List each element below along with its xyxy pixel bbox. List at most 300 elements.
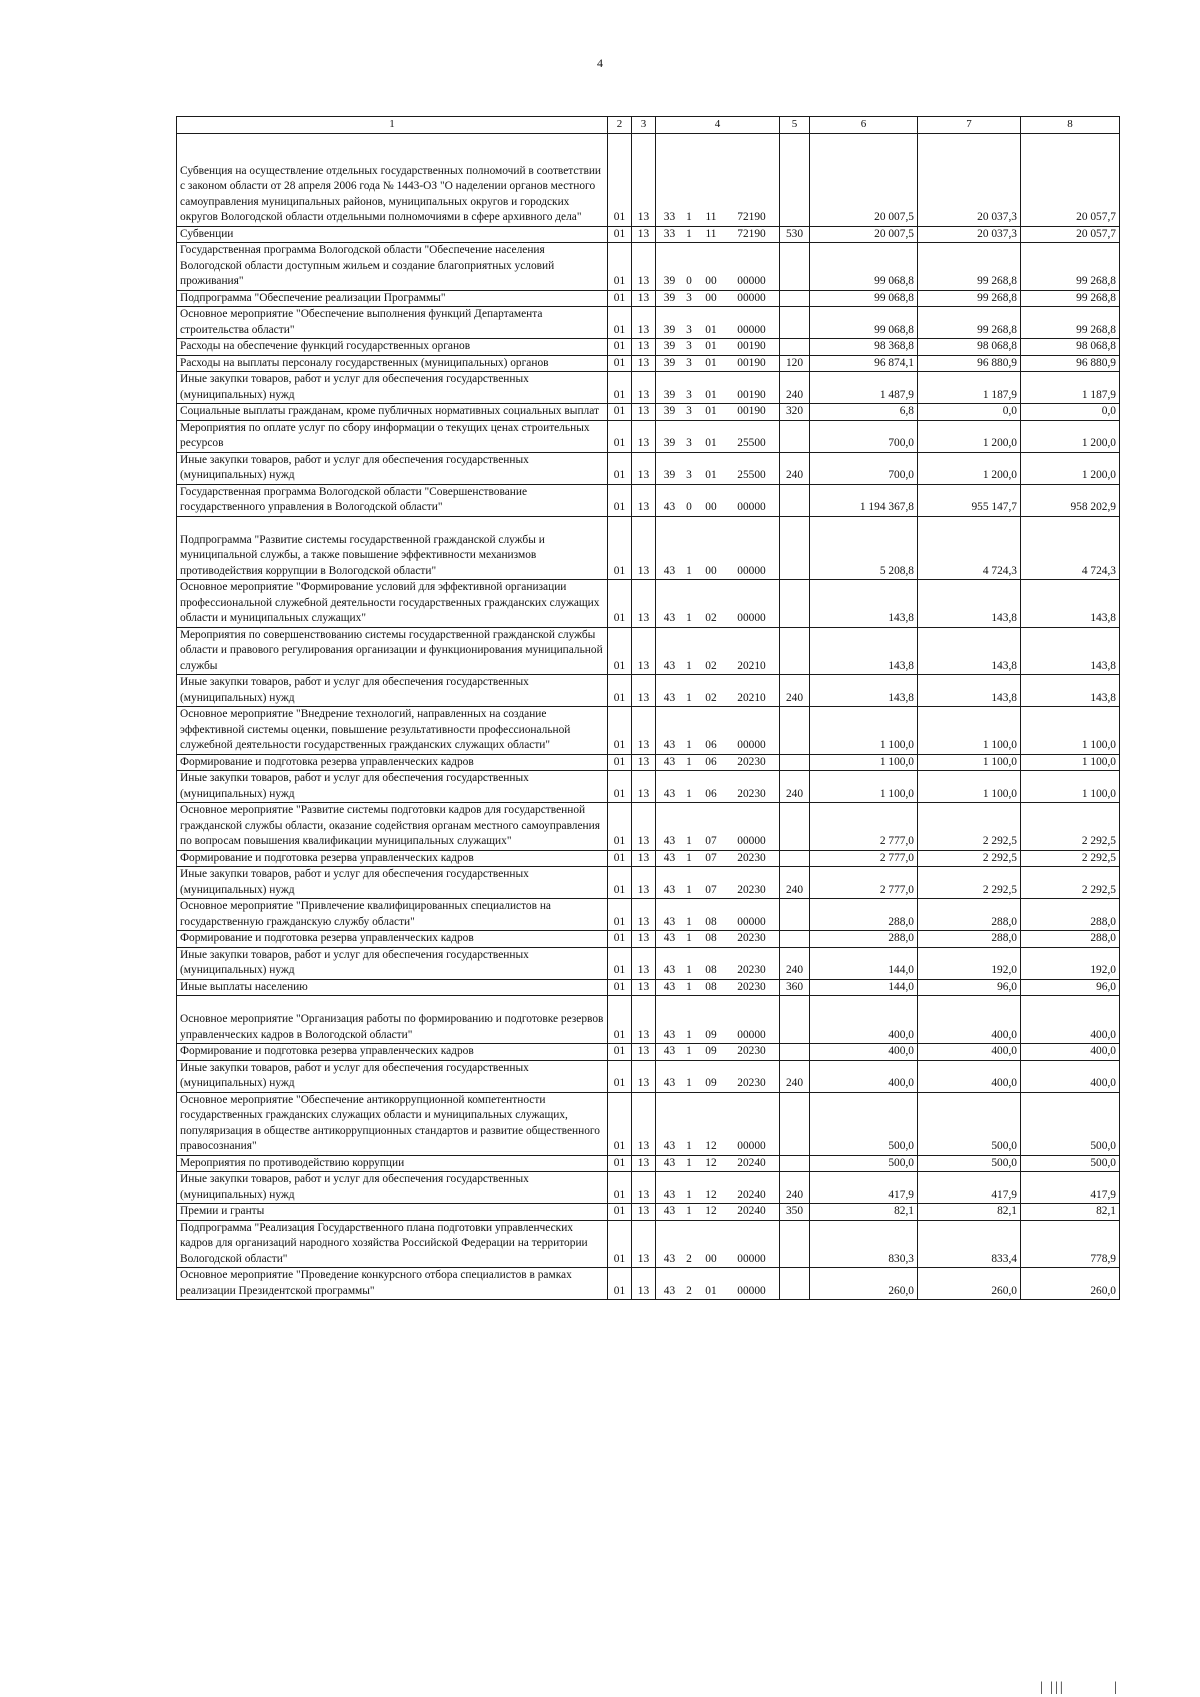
program-code: 43 — [663, 739, 676, 751]
amount-col-7: 96,0 — [918, 979, 1021, 996]
subsection-code: 13 — [632, 516, 656, 580]
amount-col-6: 288,0 — [810, 931, 918, 948]
table-row — [177, 754, 1120, 771]
section-code: 01 — [608, 867, 632, 899]
direction-code: 00000 — [737, 612, 766, 624]
subsection-code: 13 — [632, 1155, 656, 1172]
amount-col-6: 2 777,0 — [810, 850, 918, 867]
subprogram-code: 0 — [686, 275, 692, 287]
event-code: 07 — [705, 883, 717, 896]
table-row — [177, 290, 1120, 307]
program-code: 39 — [663, 340, 676, 352]
table-row — [177, 1220, 1120, 1268]
target-article-parts — [656, 1252, 779, 1268]
amount-col-8: 288,0 — [1021, 931, 1120, 948]
target-article-parts — [656, 787, 779, 803]
subsection-code: 13 — [632, 307, 656, 339]
event-code: 12 — [705, 1205, 717, 1217]
row-name: Мероприятия по оплате услуг по сбору информации о текущих ценах строительных ресурсов — [177, 420, 608, 452]
direction-code: 20230 — [737, 980, 766, 993]
subprogram-code: 1 — [686, 691, 692, 704]
subprogram-code: 3 — [686, 323, 692, 336]
row-name: Формирование и подготовка резерва управленческих кадров — [177, 850, 608, 867]
target-article-code — [656, 1204, 780, 1221]
table-row — [177, 1172, 1120, 1204]
amount-col-6: 82,1 — [810, 1204, 918, 1221]
table-row — [177, 803, 1120, 851]
target-article-parts — [656, 339, 779, 355]
amount-col-8: 400,0 — [1021, 1060, 1120, 1092]
subprogram-code: 2 — [686, 1252, 692, 1265]
row-name: Субвенции — [177, 226, 608, 243]
table-row — [177, 1060, 1120, 1092]
direction-code: 20240 — [737, 1188, 766, 1201]
event-code: 07 — [705, 851, 717, 864]
amount-col-7: 500,0 — [918, 1092, 1021, 1155]
target-article-parts — [656, 611, 779, 627]
target-article-code — [656, 307, 780, 339]
target-article-parts — [656, 883, 779, 899]
program-code: 43 — [663, 1252, 676, 1265]
program-code: 39 — [663, 275, 676, 287]
amount-col-7: 99 268,8 — [918, 307, 1021, 339]
direction-code: 00190 — [737, 356, 766, 369]
section-code: 01 — [608, 1060, 632, 1092]
amount-col-6: 2 777,0 — [810, 803, 918, 851]
direction-code: 20230 — [737, 1045, 766, 1057]
program-code: 43 — [663, 691, 676, 704]
subprogram-code: 1 — [686, 211, 692, 223]
amount-col-6: 400,0 — [810, 1060, 918, 1092]
col-header-8: 8 — [1021, 117, 1120, 134]
table-row — [177, 339, 1120, 356]
target-article-code — [656, 420, 780, 452]
row-name: Иные закупки товаров, работ и услуг для обеспечения государственных (муниципальных) нужд — [177, 452, 608, 484]
target-article-parts — [656, 1188, 779, 1204]
subprogram-code: 1 — [686, 883, 692, 896]
target-article-parts — [656, 564, 779, 580]
expense-type-code: 240 — [780, 947, 810, 979]
amount-col-6: 1 100,0 — [810, 754, 918, 771]
expense-type-code: 240 — [780, 1172, 810, 1204]
section-code: 01 — [608, 996, 632, 1044]
target-article-code — [656, 1172, 780, 1204]
direction-code: 20230 — [737, 755, 766, 768]
amount-col-7: 96 880,9 — [918, 355, 1021, 372]
target-article-parts — [656, 915, 779, 931]
scan-marks: | ||| | — [1040, 1680, 1120, 1695]
amount-col-8: 143,8 — [1021, 627, 1120, 675]
program-code: 43 — [663, 964, 676, 976]
amount-col-8: 958 202,9 — [1021, 484, 1120, 516]
target-article-parts — [656, 738, 779, 754]
direction-code: 72190 — [737, 211, 766, 223]
expense-type-code: 360 — [780, 979, 810, 996]
subsection-code: 13 — [632, 243, 656, 291]
target-article-code — [656, 1044, 780, 1061]
direction-code: 20210 — [737, 691, 766, 704]
program-code: 43 — [663, 1156, 676, 1169]
expense-type-code — [780, 484, 810, 516]
amount-col-6: 700,0 — [810, 420, 918, 452]
direction-code: 20230 — [737, 883, 766, 896]
subprogram-code: 1 — [686, 835, 692, 847]
table-row — [177, 947, 1120, 979]
table-row — [177, 1204, 1120, 1221]
target-article-parts — [656, 227, 779, 243]
amount-col-6: 143,8 — [810, 627, 918, 675]
amount-col-7: 1 100,0 — [918, 754, 1021, 771]
target-article-parts — [656, 274, 779, 290]
subprogram-code: 3 — [686, 291, 692, 304]
row-name: Подпрограмма "Обеспечение реализации Программы" — [177, 290, 608, 307]
row-name: Основное мероприятие "Внедрение технологий, направленных на создание эффективной системы оценки, повышение результативности профессиональной служебной деятельности государственных гражданских служащих области" — [177, 707, 608, 755]
subsection-code: 13 — [632, 1172, 656, 1204]
program-code: 33 — [663, 211, 676, 223]
program-code: 43 — [663, 1140, 676, 1152]
direction-code: 25500 — [737, 437, 766, 449]
subprogram-code: 1 — [686, 980, 692, 993]
target-article-code — [656, 899, 780, 931]
section-code: 01 — [608, 675, 632, 707]
direction-code: 00000 — [737, 835, 766, 847]
table-row — [177, 420, 1120, 452]
row-name: Иные выплаты населению — [177, 979, 608, 996]
row-name: Иные закупки товаров, работ и услуг для обеспечения государственных (муниципальных) нужд — [177, 1172, 608, 1204]
target-article-parts — [656, 1076, 779, 1092]
amount-col-8: 2 292,5 — [1021, 803, 1120, 851]
expense-type-code — [780, 133, 810, 226]
expense-type-code — [780, 996, 810, 1044]
amount-col-6: 143,8 — [810, 580, 918, 628]
section-code: 01 — [608, 1268, 632, 1300]
event-code: 08 — [705, 932, 717, 944]
target-article-code — [656, 290, 780, 307]
direction-code: 00000 — [737, 915, 766, 928]
target-article-parts — [656, 834, 779, 850]
amount-col-7: 288,0 — [918, 899, 1021, 931]
expense-type-code — [780, 1092, 810, 1155]
row-name: Формирование и подготовка резерва управленческих кадров — [177, 931, 608, 948]
target-article-parts — [656, 659, 779, 675]
program-code: 43 — [663, 1205, 676, 1217]
event-code: 01 — [705, 323, 717, 336]
amount-col-8: 400,0 — [1021, 996, 1120, 1044]
section-code: 01 — [608, 1092, 632, 1155]
row-name: Социальные выплаты гражданам, кроме публичных нормативных социальных выплат — [177, 404, 608, 421]
subsection-code: 13 — [632, 452, 656, 484]
section-code: 01 — [608, 931, 632, 948]
section-code: 01 — [608, 452, 632, 484]
table-row — [177, 707, 1120, 755]
subsection-code: 13 — [632, 996, 656, 1044]
section-code: 01 — [608, 707, 632, 755]
event-code: 01 — [705, 437, 717, 449]
event-code: 02 — [705, 612, 717, 624]
subsection-code: 13 — [632, 1204, 656, 1221]
amount-col-6: 6,8 — [810, 404, 918, 421]
event-code: 01 — [705, 405, 717, 417]
section-code: 01 — [608, 226, 632, 243]
table-row — [177, 867, 1120, 899]
direction-code: 00000 — [737, 1284, 766, 1297]
expense-type-code — [780, 516, 810, 580]
col-header-1: 1 — [177, 117, 608, 134]
expense-type-code — [780, 707, 810, 755]
row-name: Государственная программа Вологодской области "Обеспечение населения Вологодской области доступным жильем и создание благоприятных условий проживания" — [177, 243, 608, 291]
subsection-code: 13 — [632, 133, 656, 226]
expense-type-code — [780, 1044, 810, 1061]
table-row — [177, 931, 1120, 948]
amount-col-7: 143,8 — [918, 627, 1021, 675]
subprogram-code: 3 — [686, 405, 692, 417]
direction-code: 20230 — [737, 851, 766, 864]
event-code: 06 — [705, 787, 717, 800]
amount-col-8: 82,1 — [1021, 1204, 1120, 1221]
program-code: 43 — [663, 883, 676, 896]
amount-col-7: 500,0 — [918, 1155, 1021, 1172]
event-code: 02 — [705, 659, 717, 672]
row-name: Иные закупки товаров, работ и услуг для обеспечения государственных (муниципальных) нужд — [177, 675, 608, 707]
target-article-code — [656, 243, 780, 291]
subsection-code: 13 — [632, 1060, 656, 1092]
subsection-code: 13 — [632, 627, 656, 675]
expense-type-code — [780, 420, 810, 452]
target-article-code — [656, 339, 780, 356]
direction-code: 20210 — [737, 659, 766, 672]
table-row — [177, 1155, 1120, 1172]
amount-col-8: 143,8 — [1021, 580, 1120, 628]
table-row — [177, 1044, 1120, 1061]
expense-type-code: 240 — [780, 867, 810, 899]
direction-code: 00000 — [737, 739, 766, 751]
table-row — [177, 372, 1120, 404]
subprogram-code: 1 — [686, 1188, 692, 1201]
amount-col-6: 98 368,8 — [810, 339, 918, 356]
subprogram-code: 3 — [686, 340, 692, 352]
direction-code: 20230 — [737, 932, 766, 944]
event-code: 00 — [705, 564, 717, 577]
direction-code: 20230 — [737, 787, 766, 800]
section-code: 01 — [608, 979, 632, 996]
direction-code: 00000 — [737, 291, 766, 304]
subprogram-code: 1 — [686, 1140, 692, 1152]
subprogram-code: 3 — [686, 356, 692, 369]
target-article-code — [656, 1220, 780, 1268]
amount-col-7: 2 292,5 — [918, 850, 1021, 867]
header-row — [177, 117, 1120, 134]
row-name: Основное мероприятие "Организация работы по формированию и подготовке резервов управленческих кадров в Вологодской области" — [177, 996, 608, 1044]
row-name: Иные закупки товаров, работ и услуг для обеспечения государственных (муниципальных) нужд — [177, 771, 608, 803]
program-code: 43 — [663, 1188, 676, 1201]
direction-code: 20240 — [737, 1205, 766, 1217]
row-name: Расходы на обеспечение функций государственных органов — [177, 339, 608, 356]
amount-col-8: 192,0 — [1021, 947, 1120, 979]
subprogram-code: 1 — [686, 755, 692, 768]
amount-col-6: 20 007,5 — [810, 133, 918, 226]
expense-type-code: 240 — [780, 675, 810, 707]
program-code: 39 — [663, 405, 676, 417]
amount-col-7: 417,9 — [918, 1172, 1021, 1204]
target-article-code — [656, 979, 780, 996]
col-header-4: 4 — [656, 117, 780, 134]
target-article-parts — [656, 691, 779, 707]
subsection-code: 13 — [632, 420, 656, 452]
amount-col-7: 99 268,8 — [918, 243, 1021, 291]
expense-type-code — [780, 931, 810, 948]
subsection-code: 13 — [632, 226, 656, 243]
subsection-code: 13 — [632, 1220, 656, 1268]
event-code: 09 — [705, 1045, 717, 1057]
target-article-parts — [656, 1139, 779, 1155]
expense-type-code — [780, 627, 810, 675]
amount-col-8: 20 057,7 — [1021, 226, 1120, 243]
direction-code: 00000 — [737, 1252, 766, 1265]
subsection-code: 13 — [632, 290, 656, 307]
section-code: 01 — [608, 947, 632, 979]
page-number: 4 — [597, 56, 603, 70]
subprogram-code: 2 — [686, 1284, 692, 1297]
subprogram-code: 1 — [686, 659, 692, 672]
amount-col-6: 700,0 — [810, 452, 918, 484]
target-article-parts — [656, 210, 779, 226]
event-code: 01 — [705, 1284, 717, 1297]
program-code: 39 — [663, 356, 676, 369]
amount-col-8: 500,0 — [1021, 1092, 1120, 1155]
subsection-code: 13 — [632, 580, 656, 628]
amount-col-6: 1 194 367,8 — [810, 484, 918, 516]
amount-col-6: 1 487,9 — [810, 372, 918, 404]
amount-col-7: 82,1 — [918, 1204, 1021, 1221]
event-code: 02 — [705, 691, 717, 704]
subprogram-code: 1 — [686, 964, 692, 976]
amount-col-6: 2 777,0 — [810, 867, 918, 899]
target-article-parts — [656, 323, 779, 339]
expense-type-code — [780, 1220, 810, 1268]
section-code: 01 — [608, 339, 632, 356]
amount-col-6: 400,0 — [810, 996, 918, 1044]
section-code: 01 — [608, 771, 632, 803]
event-code: 01 — [705, 356, 717, 369]
event-code: 08 — [705, 980, 717, 993]
target-article-code — [656, 372, 780, 404]
program-code: 43 — [663, 501, 676, 513]
expense-type-code: 240 — [780, 1060, 810, 1092]
target-article-parts — [656, 980, 779, 996]
row-name: Иные закупки товаров, работ и услуг для обеспечения государственных (муниципальных) нужд — [177, 372, 608, 404]
event-code: 09 — [705, 1077, 717, 1089]
program-code: 43 — [663, 564, 676, 577]
expense-type-code: 240 — [780, 372, 810, 404]
section-code: 01 — [608, 307, 632, 339]
subprogram-code: 1 — [686, 1077, 692, 1089]
amount-col-7: 143,8 — [918, 580, 1021, 628]
row-name: Расходы на выплаты персоналу государственных (муниципальных) органов — [177, 355, 608, 372]
subprogram-code: 1 — [686, 1156, 692, 1169]
expense-type-code — [780, 899, 810, 931]
amount-col-6: 99 068,8 — [810, 243, 918, 291]
section-code: 01 — [608, 1044, 632, 1061]
target-article-parts — [656, 404, 779, 420]
subsection-code: 13 — [632, 675, 656, 707]
row-name: Иные закупки товаров, работ и услуг для обеспечения государственных (муниципальных) нужд — [177, 947, 608, 979]
amount-col-8: 143,8 — [1021, 675, 1120, 707]
amount-col-7: 1 100,0 — [918, 707, 1021, 755]
event-code: 01 — [705, 340, 717, 352]
table-row — [177, 580, 1120, 628]
table-row — [177, 1268, 1120, 1300]
amount-col-7: 99 268,8 — [918, 290, 1021, 307]
program-code: 39 — [663, 291, 676, 304]
target-article-parts — [656, 436, 779, 452]
amount-col-7: 833,4 — [918, 1220, 1021, 1268]
program-code: 39 — [663, 469, 676, 481]
amount-col-8: 778,9 — [1021, 1220, 1120, 1268]
amount-col-8: 500,0 — [1021, 1155, 1120, 1172]
section-code: 01 — [608, 899, 632, 931]
row-name: Иные закупки товаров, работ и услуг для обеспечения государственных (муниципальных) нужд — [177, 867, 608, 899]
row-name: Субвенция на осуществление отдельных государственных полномочий в соответствии с законом области от 28 апреля 2006 года № 1443-ОЗ "О наделении органов местного самоуправления муниципальных районов, муниципальных округов и городских округов Вологодской области отдельными полномочиями в сфере архивного дела" — [177, 133, 608, 226]
direction-code: 25500 — [737, 469, 766, 481]
col-header-2: 2 — [608, 117, 632, 134]
amount-col-7: 2 292,5 — [918, 867, 1021, 899]
amount-col-8: 96 880,9 — [1021, 355, 1120, 372]
amount-col-6: 400,0 — [810, 1044, 918, 1061]
row-name: Мероприятия по противодействию коррупции — [177, 1155, 608, 1172]
table-row — [177, 133, 1120, 226]
event-code: 06 — [705, 739, 717, 751]
amount-col-8: 1 100,0 — [1021, 771, 1120, 803]
amount-col-6: 1 100,0 — [810, 771, 918, 803]
section-code: 01 — [608, 1155, 632, 1172]
row-name: Основное мероприятие "Привлечение квалифицированных специалистов на государственную гражданскую службу области" — [177, 899, 608, 931]
target-article-parts — [656, 931, 779, 947]
subprogram-code: 3 — [686, 469, 692, 481]
target-article-code — [656, 850, 780, 867]
subsection-code: 13 — [632, 771, 656, 803]
col-header-6: 6 — [810, 117, 918, 134]
amount-col-7: 20 037,3 — [918, 133, 1021, 226]
row-name: Основное мероприятие "Развитие системы подготовки кадров для государственной гражданской службы области, оказание содействия органам местного самоуправления по вопросам повышения квалификации муниципальных служащих" — [177, 803, 608, 851]
section-code: 01 — [608, 580, 632, 628]
event-code: 00 — [705, 1252, 717, 1265]
expense-type-code — [780, 803, 810, 851]
section-code: 01 — [608, 803, 632, 851]
program-code: 39 — [663, 388, 676, 401]
target-article-code — [656, 627, 780, 675]
program-code: 43 — [663, 612, 676, 624]
target-article-code — [656, 355, 780, 372]
direction-code: 00000 — [737, 1028, 766, 1041]
subsection-code: 13 — [632, 1268, 656, 1300]
amount-col-6: 144,0 — [810, 979, 918, 996]
amount-col-7: 4 724,3 — [918, 516, 1021, 580]
amount-col-6: 96 874,1 — [810, 355, 918, 372]
amount-col-8: 99 268,8 — [1021, 243, 1120, 291]
section-code: 01 — [608, 290, 632, 307]
event-code: 12 — [705, 1188, 717, 1201]
event-code: 11 — [705, 211, 717, 223]
amount-col-6: 1 100,0 — [810, 707, 918, 755]
subprogram-code: 1 — [686, 1045, 692, 1057]
table-row — [177, 899, 1120, 931]
subprogram-code: 1 — [686, 915, 692, 928]
subprogram-code: 1 — [686, 564, 692, 577]
amount-col-8: 96,0 — [1021, 979, 1120, 996]
table-row — [177, 850, 1120, 867]
section-code: 01 — [608, 372, 632, 404]
program-code: 43 — [663, 1284, 676, 1297]
